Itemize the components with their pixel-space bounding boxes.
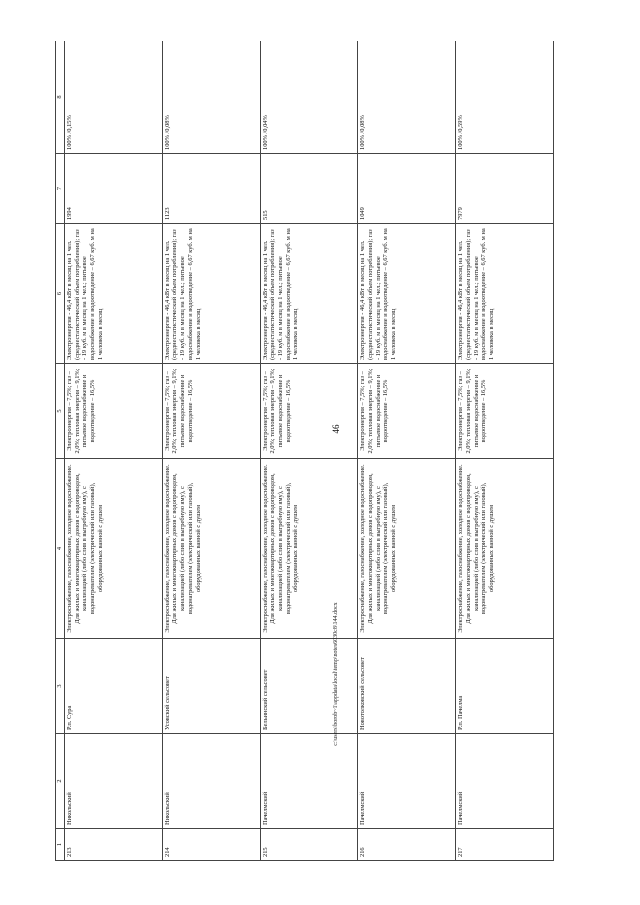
row-number-cell: 216 [358, 829, 456, 861]
column-header: 5 [56, 364, 65, 459]
settlement-cell: Р.п. Сура [65, 639, 163, 734]
consumption-norm-cell: Электроэнергия - 46,4 кВт в месяц на 1 чел. (среднестатистический объем потребления); газ - 19 куб. м в месяц на 1 чел.; питьевое водоснабжение и водоотведение – 6,67 куб. м на 1 человека в месяц [260, 224, 358, 364]
table-row [358, 41, 456, 861]
consumption-norm-cell: Электроэнергия - 46,4 кВт в месяц на 1 чел. (среднестатистический объем потребления); газ - 19 куб. м в месяц на 1 чел.; питьевое водоснабжение и водоотведение – 6,67 куб. м на 1 человека в месяц [162, 224, 260, 364]
column-header: 8 [56, 41, 65, 154]
share-cell: Электроэнергия – 7,5%; газ – 2,0%; тепловая энергия – 9,1%; питьевое водоснабжение и водоотведение – 16,5% [162, 364, 260, 459]
row-number-cell: 214 [162, 829, 260, 861]
share-cell: Электроэнергия – 7,5%; газ – 2,0%; тепловая энергия – 9,1%; питьевое водоснабжение и водоотведение – 16,5% [358, 364, 456, 459]
district-cell: Пачелмский [260, 734, 358, 829]
utilities-cell: Электроснабжение, газоснабжение, холодное водоснабжение. Для жилых и многоквартирных домов с водопроводом, канализацией (либо слив в выгребную яму), с водонагревателем (электрический или газовый), оборудованных ванной с душем [162, 459, 260, 639]
consumption-norm-cell: Электроэнергия - 46,4 кВт в месяц на 1 чел. (среднестатистический объем потребления); газ - 19 куб. м в месяц на 1 чел.; питьевое водоснабжение и водоотведение – 6,67 куб. м на 1 человека в месяц [65, 224, 163, 364]
row-number-cell: 217 [456, 829, 554, 861]
settlement-cell: Бельинский сельсовет [260, 639, 358, 734]
row-number-cell: 215 [260, 829, 358, 861]
table-header-row [56, 41, 65, 861]
settlement-cell: Усовский сельсовет [162, 639, 260, 734]
population-cell: 1994 [65, 154, 163, 224]
population-cell: 1123 [162, 154, 260, 224]
column-header: 4 [56, 459, 65, 639]
column-header: 7 [56, 154, 65, 224]
share-cell: Электроэнергия – 7,5%; газ – 2,0%; тепловая энергия – 9,1%; питьевое водоснабжение и водоотведение – 16,5% [65, 364, 163, 459]
population-cell: 7979 [456, 154, 554, 224]
consumption-norm-cell: Электроэнергия - 46,4 кВт в месяц на 1 чел. (среднестатистический объем потребления); газ - 19 куб. м в месяц на 1 чел.; питьевое водоснабжение и водоотведение – 6,67 куб. м на 1 человека в месяц [358, 224, 456, 364]
population-cell: 515 [260, 154, 358, 224]
document-file-path: c:\users\borob~1\appdata\local\temp\notes6030c8\144.docx [333, 602, 339, 746]
district-cell: Никольский [162, 734, 260, 829]
table-rotation-wrapper [55, 41, 554, 861]
percent-cell: 100% /0,04% [260, 41, 358, 154]
district-cell: Пачелмский [456, 734, 554, 829]
percent-cell: 100% /0,15% [65, 41, 163, 154]
percent-cell: 100% /0,08% [162, 41, 260, 154]
page-number: 46 [331, 424, 341, 434]
tariff-table [55, 41, 554, 861]
table-row [65, 41, 163, 861]
column-header: 6 [56, 224, 65, 364]
utilities-cell: Электроснабжение, газоснабжение, холодное водоснабжение. Для жилых и многоквартирных домов с водопроводом, канализацией (либо слив в выгребную яму), с водонагревателем (электрический или газовый), оборудованных ванной с душем [358, 459, 456, 639]
share-cell: Электроэнергия – 7,5%; газ – 2,0%; тепловая энергия – 9,1%; питьевое водоснабжение и водоотведение – 16,5% [260, 364, 358, 459]
utilities-cell: Электроснабжение, газоснабжение, холодное водоснабжение. Для жилых и многоквартирных домов с водопроводом, канализацией (либо слив в выгребную яму), с водонагревателем (электрический или газовый), оборудованных ванной с душем [65, 459, 163, 639]
column-header: 1 [56, 829, 65, 861]
percent-cell: 100% /0,08% [358, 41, 456, 154]
table-row [456, 41, 554, 861]
consumption-norm-cell: Электроэнергия - 46,4 кВт в месяц на 1 чел. (среднестатистический объем потребления); газ - 19 куб. м в месяц на 1 чел.; питьевое водоснабжение и водоотведение – 6,67 куб. м на 1 человека в месяц [456, 224, 554, 364]
district-cell: Никольский [65, 734, 163, 829]
utilities-cell: Электроснабжение, газоснабжение, холодное водоснабжение. Для жилых и многоквартирных домов с водопроводом, канализацией (либо слив в выгребную яму), с водонагревателем (электрический или газовый), оборудованных ванной с душем [260, 459, 358, 639]
settlement-cell: Р.п. Пачелма [456, 639, 554, 734]
column-header: 2 [56, 734, 65, 829]
table-row [162, 41, 260, 861]
share-cell: Электроэнергия – 7,5%; газ – 2,0%; тепловая энергия – 9,1%; питьевое водоснабжение и водоотведение – 16,5% [456, 364, 554, 459]
column-header: 3 [56, 639, 65, 734]
settlement-cell: Новотолковский сельсовет [358, 639, 456, 734]
row-number-cell: 213 [65, 829, 163, 861]
utilities-cell: Электроснабжение, газоснабжение, холодное водоснабжение. Для жилых и многоквартирных домов с водопроводом, канализацией (либо слив в выгребную яму), с водонагревателем (электрический или газовый), оборудованных ванной с душем [456, 459, 554, 639]
district-cell: Пачелмский [358, 734, 456, 829]
population-cell: 1049 [358, 154, 456, 224]
table-row [260, 41, 358, 861]
percent-cell: 100% /0,59% [456, 41, 554, 154]
